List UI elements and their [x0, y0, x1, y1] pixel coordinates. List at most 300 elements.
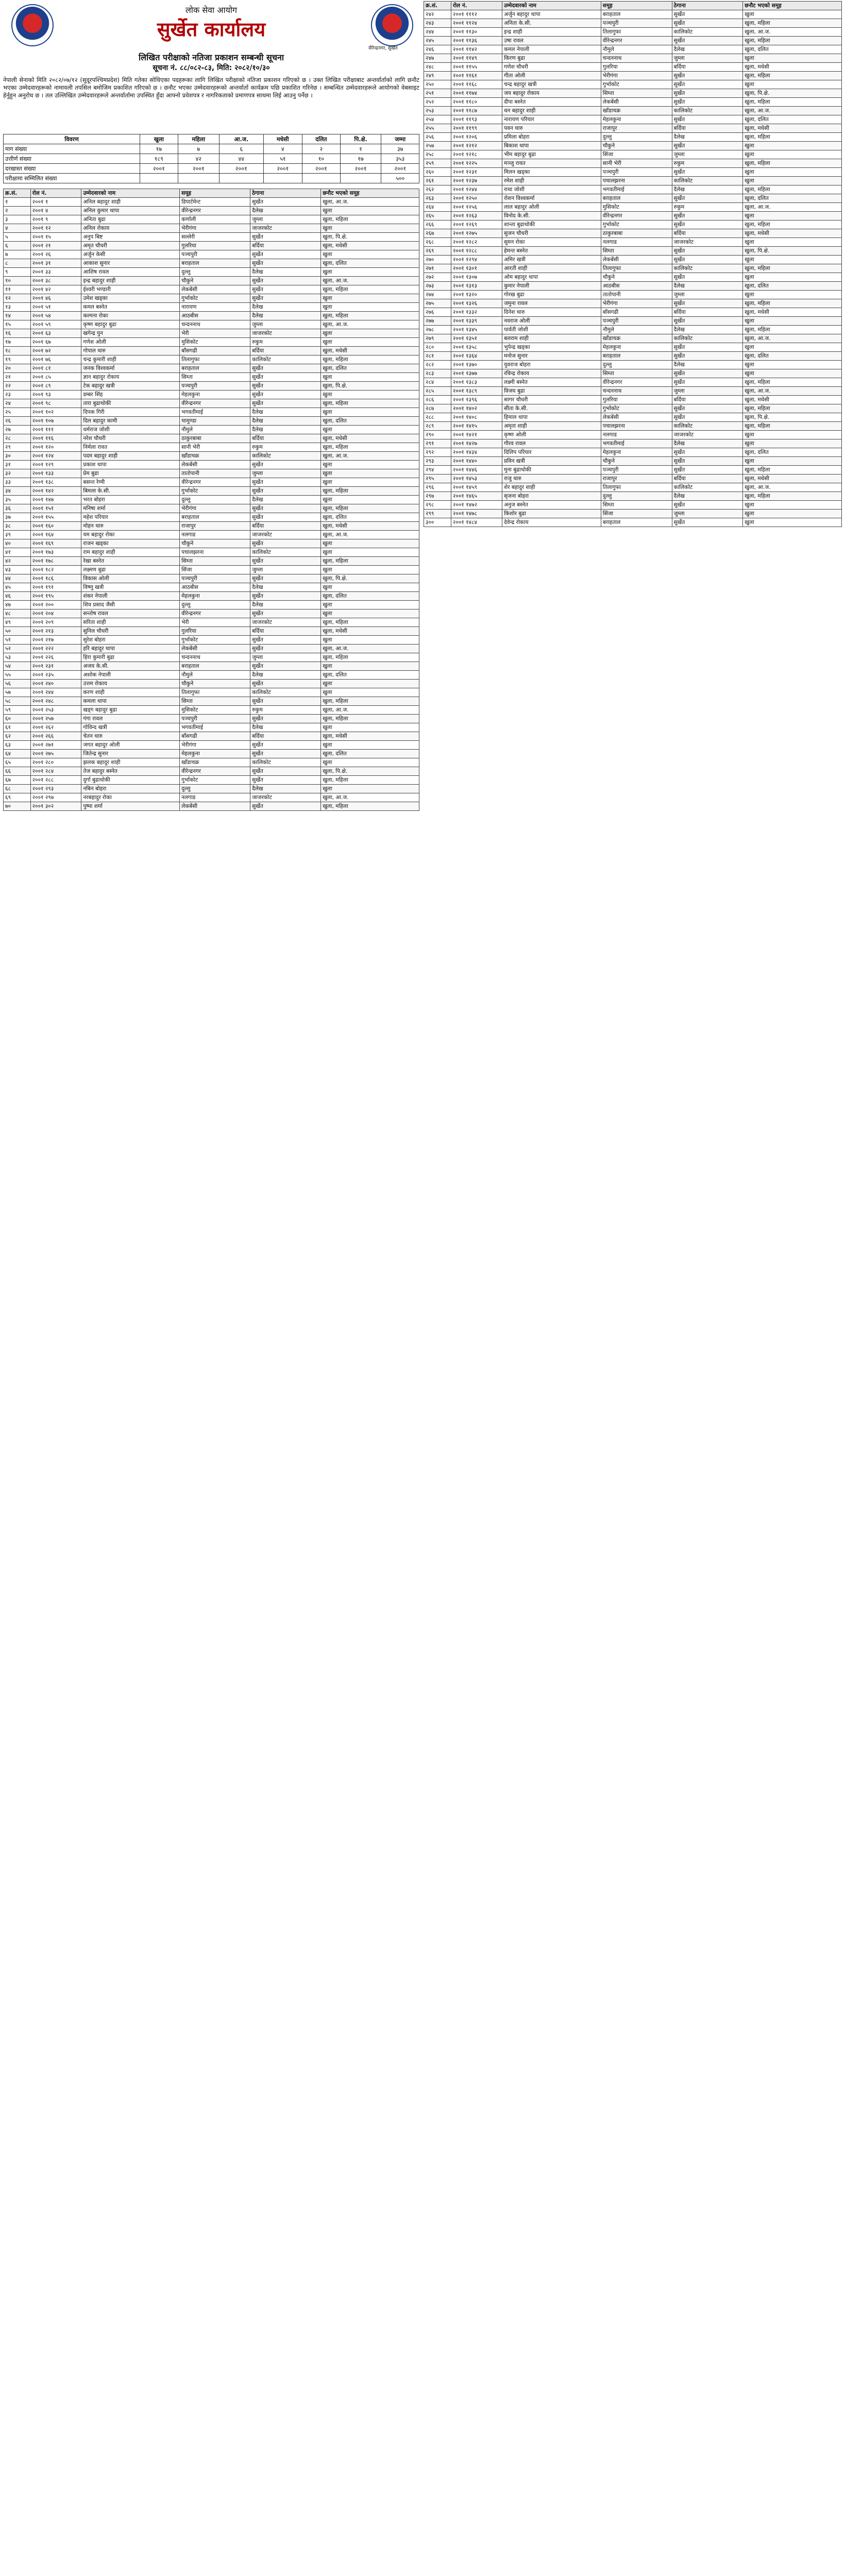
table-cell: खुला, आ.ज. — [321, 320, 419, 329]
table-cell: ५८ — [4, 697, 31, 706]
table-row — [4, 671, 419, 680]
table-cell: ३२ — [4, 469, 31, 478]
table-cell: २००१ ११६ — [30, 434, 81, 443]
table-cell: गोपाल थारु — [81, 347, 180, 355]
table-cell: २००१ १३६४ — [451, 352, 502, 361]
table-cell: तिलागुफा — [601, 28, 672, 37]
table-cell: खुला, पि.क्षे. — [321, 574, 419, 583]
table-row — [4, 741, 419, 750]
table-row — [424, 256, 842, 264]
table-cell: २००१ १३०७ — [451, 273, 502, 282]
table-cell: यम बहादुर रोका — [81, 531, 180, 539]
table-cell: करण शाही — [81, 688, 180, 697]
table-cell: खुला — [321, 224, 419, 233]
table-row — [4, 723, 419, 732]
table-cell: आठबीस — [180, 583, 250, 592]
table-cell: ३० — [4, 452, 31, 461]
table-cell: सुर्खेत — [250, 802, 321, 811]
table-cell: सुर्खेत — [250, 680, 321, 688]
table-cell: गुलरिया — [601, 63, 672, 72]
table-cell: सुर्खेत — [250, 285, 321, 294]
table-cell: दैलेख — [250, 426, 321, 434]
table-cell: २००१ १५५ — [30, 513, 81, 522]
table-cell: २००१ १२६३ — [451, 212, 502, 221]
table-cell: २००१ ६३ — [30, 329, 81, 338]
table-cell: २९४ — [424, 466, 451, 474]
table-cell: मुसिकोट — [601, 203, 672, 212]
table-row — [4, 531, 419, 539]
table-cell: रुकुम — [672, 203, 743, 212]
table-cell: २६१ — [424, 177, 451, 185]
table-cell: चौकुने — [180, 680, 250, 688]
table-row — [4, 224, 419, 233]
table-cell: २००१ — [381, 164, 419, 174]
table-row — [4, 303, 419, 312]
table-cell: अशोक नेपाली — [81, 671, 180, 680]
table-cell: सिंजा — [601, 150, 672, 159]
table-cell: १ — [340, 144, 381, 154]
table-cell: खुला — [743, 238, 842, 247]
table-cell: २६३ — [424, 194, 451, 203]
table-cell: २००१ २८० — [30, 758, 81, 767]
table-cell: देवेन्द्र रोकाय — [502, 518, 601, 527]
table-cell: मेहलकुना — [601, 448, 672, 457]
table-cell: गुलरिया — [601, 396, 672, 404]
table-cell: दीपा बस्नेत — [502, 98, 601, 107]
table-cell: कालिकोट — [672, 264, 743, 273]
table-cell: दिल बहादुर कामी — [81, 417, 180, 426]
table-row — [424, 37, 842, 45]
table-cell: दैलेख — [250, 671, 321, 680]
table-cell: अनुज बस्नेत — [502, 501, 601, 510]
table-cell: रुकुम — [250, 443, 321, 452]
table-cell: तातोपानी — [601, 291, 672, 299]
table-cell: सुर्खेत — [672, 72, 743, 80]
table-cell: ६३ — [4, 741, 31, 750]
table-cell: २००१ १२१८ — [451, 150, 502, 159]
table-cell: खुला, दलित — [321, 592, 419, 601]
table-cell: बर्दिया — [250, 347, 321, 355]
table-cell: ३५३ — [381, 154, 419, 164]
table-cell: दुल्लु — [180, 601, 250, 609]
table-cell: खुला, मधेसी — [321, 242, 419, 250]
table-cell: २००१ १११२ — [451, 10, 502, 19]
table-cell: खुला — [743, 177, 842, 185]
table-cell: सुर्खेत — [672, 518, 743, 527]
table-cell: खुला — [321, 478, 419, 487]
table-cell: २००१ ८१ — [30, 364, 81, 373]
table-cell: १७ — [140, 144, 178, 154]
table-row — [4, 715, 419, 723]
table-cell: वीरेन्द्रनगर — [180, 478, 250, 487]
table-cell: टेक बहादुर खत्री — [81, 382, 180, 391]
table-cell: २००१ १५ — [30, 233, 81, 242]
table-cell: २००१ २४४ — [30, 688, 81, 697]
table-cell: खुला, महिला — [321, 285, 419, 294]
table-header-row — [4, 189, 419, 198]
table-cell: सिम्ता — [180, 373, 250, 382]
table-cell: २००१ १६९ — [30, 539, 81, 548]
table-cell: खुला, दलित — [321, 513, 419, 522]
table-cell: २००१ ४ — [30, 207, 81, 215]
table-cell: परीक्षामा सम्मिलित संख्या — [4, 174, 140, 183]
notice-subtitle: सूचना नं. ८८/०८२-८३, मिति: २०८२/१०/३० — [153, 64, 270, 72]
table-row — [4, 688, 419, 697]
table-row — [4, 391, 419, 399]
table-cell: नौमुले — [601, 45, 672, 54]
table-cell: बराहताल — [601, 352, 672, 361]
col-header-category: छनौट भएको समूह — [321, 189, 419, 198]
table-cell: २००१ ११८७ — [451, 107, 502, 115]
table-cell: सुर्खेत — [250, 294, 321, 303]
table-cell: २००१ २९७ — [30, 793, 81, 802]
table-cell: आरती शाही — [502, 264, 601, 273]
table-cell: दैलेख — [250, 408, 321, 417]
table-cell: खुला — [743, 150, 842, 159]
table-cell: सुर्खेत — [250, 513, 321, 522]
table-cell: सुर्खेत — [250, 636, 321, 645]
table-cell: २४९ — [424, 72, 451, 80]
table-cell: नबिन बोहरा — [81, 785, 180, 793]
table-cell: दिलिप परियार — [502, 448, 601, 457]
table-cell: जुम्ला — [250, 653, 321, 662]
table-cell: २००१ १४८४ — [451, 518, 502, 527]
table-cell: सुर्खेत — [672, 299, 743, 308]
table-cell: बिमला के.सी. — [81, 487, 180, 496]
table-cell: २५१ — [424, 89, 451, 98]
table-cell: २००१ ११९३ — [451, 115, 502, 124]
table-cell: खुला — [321, 391, 419, 399]
table-cell: ६५ — [4, 758, 31, 767]
table-cell: १३ — [4, 303, 31, 312]
table-cell: पञ्चपुरी — [180, 250, 250, 259]
header — [0, 0, 422, 49]
table-cell: मेहलकुना — [180, 592, 250, 601]
table-cell: कालिकोट — [672, 28, 743, 37]
table-cell: चन्द्र कुमारी शाही — [81, 355, 180, 364]
table-cell: १४ — [4, 312, 31, 320]
table-row — [424, 510, 842, 518]
table-row — [424, 422, 842, 431]
table-cell: २९३ — [424, 457, 451, 466]
table-cell: २४४ — [424, 28, 451, 37]
table-row — [424, 238, 842, 247]
table-row — [4, 504, 419, 513]
table-cell: चौकुने — [601, 142, 672, 150]
table-cell: आठबीस — [601, 282, 672, 291]
table-cell: २००१ १४५९ — [451, 483, 502, 492]
table-cell: २८३ — [424, 369, 451, 378]
table-cell: २७८ — [424, 326, 451, 334]
table-cell: जाजरकोट — [250, 224, 321, 233]
table-row — [4, 320, 419, 329]
table-cell: राम बहादुर शाही — [81, 548, 180, 557]
table-cell: मेहलकुना — [180, 750, 250, 758]
table-cell: खुला, आ.ज. — [321, 645, 419, 653]
table-row — [4, 645, 419, 653]
table-cell: २००१ १३२० — [451, 291, 502, 299]
table-cell: ४७ — [4, 601, 31, 609]
table-cell: खुला, महिला — [321, 802, 419, 811]
table-cell: जुम्ला — [672, 54, 743, 63]
table-row — [4, 452, 419, 461]
table-cell — [340, 174, 381, 183]
table-cell: सुर्खेत — [672, 194, 743, 203]
table-cell: बिकाश थापा — [502, 142, 601, 150]
table-row — [424, 317, 842, 326]
table-cell: खुला, महिला — [321, 618, 419, 627]
table-cell: सुर्खेत — [672, 273, 743, 282]
table-cell: सुर्खेत — [250, 715, 321, 723]
table-cell: २४७ — [424, 54, 451, 63]
table-cell: जुम्ला — [672, 510, 743, 518]
table-cell: ५२ — [4, 645, 31, 653]
table-cell: खुला — [321, 583, 419, 592]
table-cell: जुम्ला — [250, 566, 321, 574]
table-cell: सृजना बोहरा — [502, 492, 601, 501]
table-cell: खुला — [743, 10, 842, 19]
table-cell: ५५ — [4, 671, 31, 680]
table-cell: शान्ता बुढाथोकी — [502, 221, 601, 229]
table-cell: २००१ १२९ — [30, 461, 81, 469]
table-cell: २००१ २८८ — [30, 776, 81, 785]
table-row — [4, 758, 419, 767]
table-row — [424, 308, 842, 317]
table-cell: २००१ ९ — [30, 215, 81, 224]
table-cell: सुर्खेत — [250, 592, 321, 601]
table-row — [4, 164, 419, 174]
table-cell: ५९ — [4, 706, 31, 715]
table-cell: बर्दिया — [672, 229, 743, 238]
table-cell: खुला — [743, 343, 842, 352]
table-row — [424, 150, 842, 159]
table-cell: खुला, पि.क्षे. — [743, 413, 842, 422]
table-cell: दैलेख — [672, 45, 743, 54]
table-cell: सुर्खेत — [250, 391, 321, 399]
table-cell: ६९ — [4, 793, 31, 802]
table-row — [424, 492, 842, 501]
table-cell: सल्लेरी — [180, 233, 250, 242]
table-cell: खुला — [321, 636, 419, 645]
table-cell: पञ्चपुरी — [180, 715, 250, 723]
table-cell: सुर्खेत — [672, 115, 743, 124]
table-cell: ५०० — [381, 174, 419, 183]
table-cell: नौमुले — [601, 326, 672, 334]
table-cell: खुला — [321, 408, 419, 417]
table-cell: २००१ १६४ — [30, 531, 81, 539]
table-cell: २८८ — [424, 413, 451, 422]
table-cell: खुला — [743, 510, 842, 518]
table-cell: भगवतीमाई — [601, 185, 672, 194]
table-row — [4, 312, 419, 320]
table-cell: वीरेन्द्रनगर — [180, 609, 250, 618]
table-cell: सुर्खेत — [250, 767, 321, 776]
table-cell: जाजरकोट — [250, 793, 321, 802]
table-cell: २६८ — [424, 238, 451, 247]
table-cell: खुला, आ.ज. — [743, 483, 842, 492]
table-cell: बर्दिया — [250, 242, 321, 250]
table-cell: जाजरकोट — [250, 618, 321, 627]
table-cell: १६ — [4, 329, 31, 338]
table-cell: बर्दिया — [250, 732, 321, 741]
table-cell: खुला — [321, 601, 419, 609]
table-cell: २६२ — [424, 185, 451, 194]
table-cell: चौकुने — [180, 539, 250, 548]
table-row — [424, 282, 842, 291]
table-cell: २००१ २१ — [30, 242, 81, 250]
table-cell: २६६ — [424, 221, 451, 229]
table-cell: जमुना रावल — [502, 299, 601, 308]
table-cell: सुर्खेत — [672, 413, 743, 422]
table-cell: खुला — [743, 256, 842, 264]
table-row — [424, 299, 842, 308]
table-cell: २४६ — [424, 45, 451, 54]
table-cell: आकाश सुनार — [81, 259, 180, 268]
table-cell: खुला — [743, 439, 842, 448]
table-cell: २००१ १२४४ — [451, 185, 502, 194]
table-cell: सुर्खेत — [250, 478, 321, 487]
table-cell: अमृत चौधरी — [81, 242, 180, 250]
table-cell: सुरेश बोहरा — [81, 636, 180, 645]
table-cell: दैलेख — [250, 723, 321, 732]
table-cell: २००१ १३७७ — [451, 369, 502, 378]
table-cell: सुर्खेत — [250, 250, 321, 259]
table-cell: नलगाड — [601, 431, 672, 439]
table-cell: २००१ १ — [30, 198, 81, 207]
table-cell: खुला — [321, 680, 419, 688]
table-row — [424, 45, 842, 54]
table-cell: ५३ — [4, 653, 31, 662]
table-cell: खुला, पि.क्षे. — [321, 382, 419, 391]
table-row — [424, 80, 842, 89]
table-cell: २००१ १३२६ — [451, 299, 502, 308]
table-cell: २१ — [4, 373, 31, 382]
table-row — [4, 583, 419, 592]
table-cell: २७७ — [424, 317, 451, 326]
table-cell: २६५ — [424, 212, 451, 221]
table-cell: नौमुले — [180, 426, 250, 434]
table-cell: २५९ — [424, 159, 451, 168]
table-cell: सन्तोष रावल — [81, 609, 180, 618]
table-cell: २००१ ३३ — [30, 268, 81, 277]
table-row — [424, 431, 842, 439]
org-title: सुर्खेत कार्यालय — [157, 18, 266, 41]
table-row — [424, 89, 842, 98]
table-row — [424, 326, 842, 334]
table-cell: खुला, दलित — [321, 750, 419, 758]
table-cell: खुला — [743, 431, 842, 439]
table-cell: २८७ — [424, 404, 451, 413]
table-cell: विजय बुढा — [502, 387, 601, 396]
table-cell: कृष्ण बहादुर बुढा — [81, 320, 180, 329]
table-row — [424, 387, 842, 396]
table-cell: १२ — [4, 294, 31, 303]
table-cell: खुला, आ.ज. — [743, 387, 842, 396]
table-cell: जितेन्द्र सुनार — [81, 750, 180, 758]
table-cell: २००१ ६७ — [30, 338, 81, 347]
table-cell: ईश्वरी भण्डारी — [81, 285, 180, 294]
table-cell: मनिषा शर्मा — [81, 504, 180, 513]
table-cell — [219, 174, 263, 183]
table-cell: खुला, महिला — [321, 653, 419, 662]
table-cell: खुला — [321, 758, 419, 767]
table-cell: सुर्खेत — [672, 221, 743, 229]
table-cell: खुला — [743, 168, 842, 177]
table-cell: २००१ ९८ — [30, 399, 81, 408]
table-cell: २००१ १३८९ — [451, 387, 502, 396]
table-cell: ५७ — [4, 688, 31, 697]
table-row — [4, 285, 419, 294]
table-row — [4, 207, 419, 215]
table-cell: बर्दिया — [672, 308, 743, 317]
table-cell: खुला, महिला — [321, 487, 419, 496]
table-cell: २००१ १३५१ — [451, 334, 502, 343]
table-row — [4, 487, 419, 496]
table-cell: २००१ १३०१ — [451, 264, 502, 273]
table-cell: भीम बहादुर बुढा — [502, 150, 601, 159]
table-cell: ३४ — [4, 487, 31, 496]
table-cell: १५ — [4, 320, 31, 329]
table-cell: खुला, दलित — [321, 417, 419, 426]
table-cell: दैलेख — [250, 417, 321, 426]
table-cell: खुला — [321, 373, 419, 382]
table-cell: २९१ — [424, 439, 451, 448]
table-row — [4, 478, 419, 487]
table-cell: २००१ १७८ — [30, 557, 81, 566]
table-row — [424, 352, 842, 361]
table-row — [4, 355, 419, 364]
table-row — [4, 338, 419, 347]
table-cell: जाजरकोट — [672, 431, 743, 439]
table-cell: उत्तम रोकाय — [81, 680, 180, 688]
table-cell: २००१ १३९६ — [451, 396, 502, 404]
table-cell: खुला, दलित — [743, 194, 842, 203]
table-cell: नारायण — [180, 303, 250, 312]
table-cell: ओम बहादुर थापा — [502, 273, 601, 282]
table-cell: दिनेश थारु — [502, 308, 601, 317]
col-header-roll: रोल नं. — [30, 189, 81, 198]
table-cell: सरिता शाही — [81, 618, 180, 627]
table-cell: २७ — [4, 426, 31, 434]
table-cell: २७४ — [424, 291, 451, 299]
table-cell: अनिल रोकाय — [81, 224, 180, 233]
table-cell: ५१ — [4, 636, 31, 645]
summary-header-cell: खुला — [140, 134, 178, 144]
table-cell: भेरीगंगा — [180, 741, 250, 750]
table-row — [424, 229, 842, 238]
table-cell: दुल्लु — [601, 133, 672, 142]
table-row — [4, 277, 419, 285]
table-row — [424, 466, 842, 474]
table-cell: वीरेन्द्रनगर — [601, 378, 672, 387]
table-cell: दैलेख — [672, 439, 743, 448]
table-cell: दुल्लु — [601, 492, 672, 501]
table-cell: २००१ — [140, 164, 178, 174]
table-cell: सुनिल चौधरी — [81, 627, 180, 636]
table-cell: खुला — [743, 273, 842, 282]
table-cell: नारायण परियार — [502, 115, 601, 124]
table-cell: ४ — [263, 144, 302, 154]
table-cell: दिपक गिरी — [81, 408, 180, 417]
table-cell: ६२ — [4, 732, 31, 741]
table-cell: गुर्भाकोट — [180, 636, 250, 645]
table-cell: नरबहादुर रोका — [81, 793, 180, 802]
table-cell: पञ्चपुरी — [601, 466, 672, 474]
table-cell: जुम्ला — [250, 469, 321, 478]
table-cell: २००१ ५१ — [30, 303, 81, 312]
table-cell: २००१ १३३९ — [451, 317, 502, 326]
table-cell: कमला थापा — [81, 697, 180, 706]
